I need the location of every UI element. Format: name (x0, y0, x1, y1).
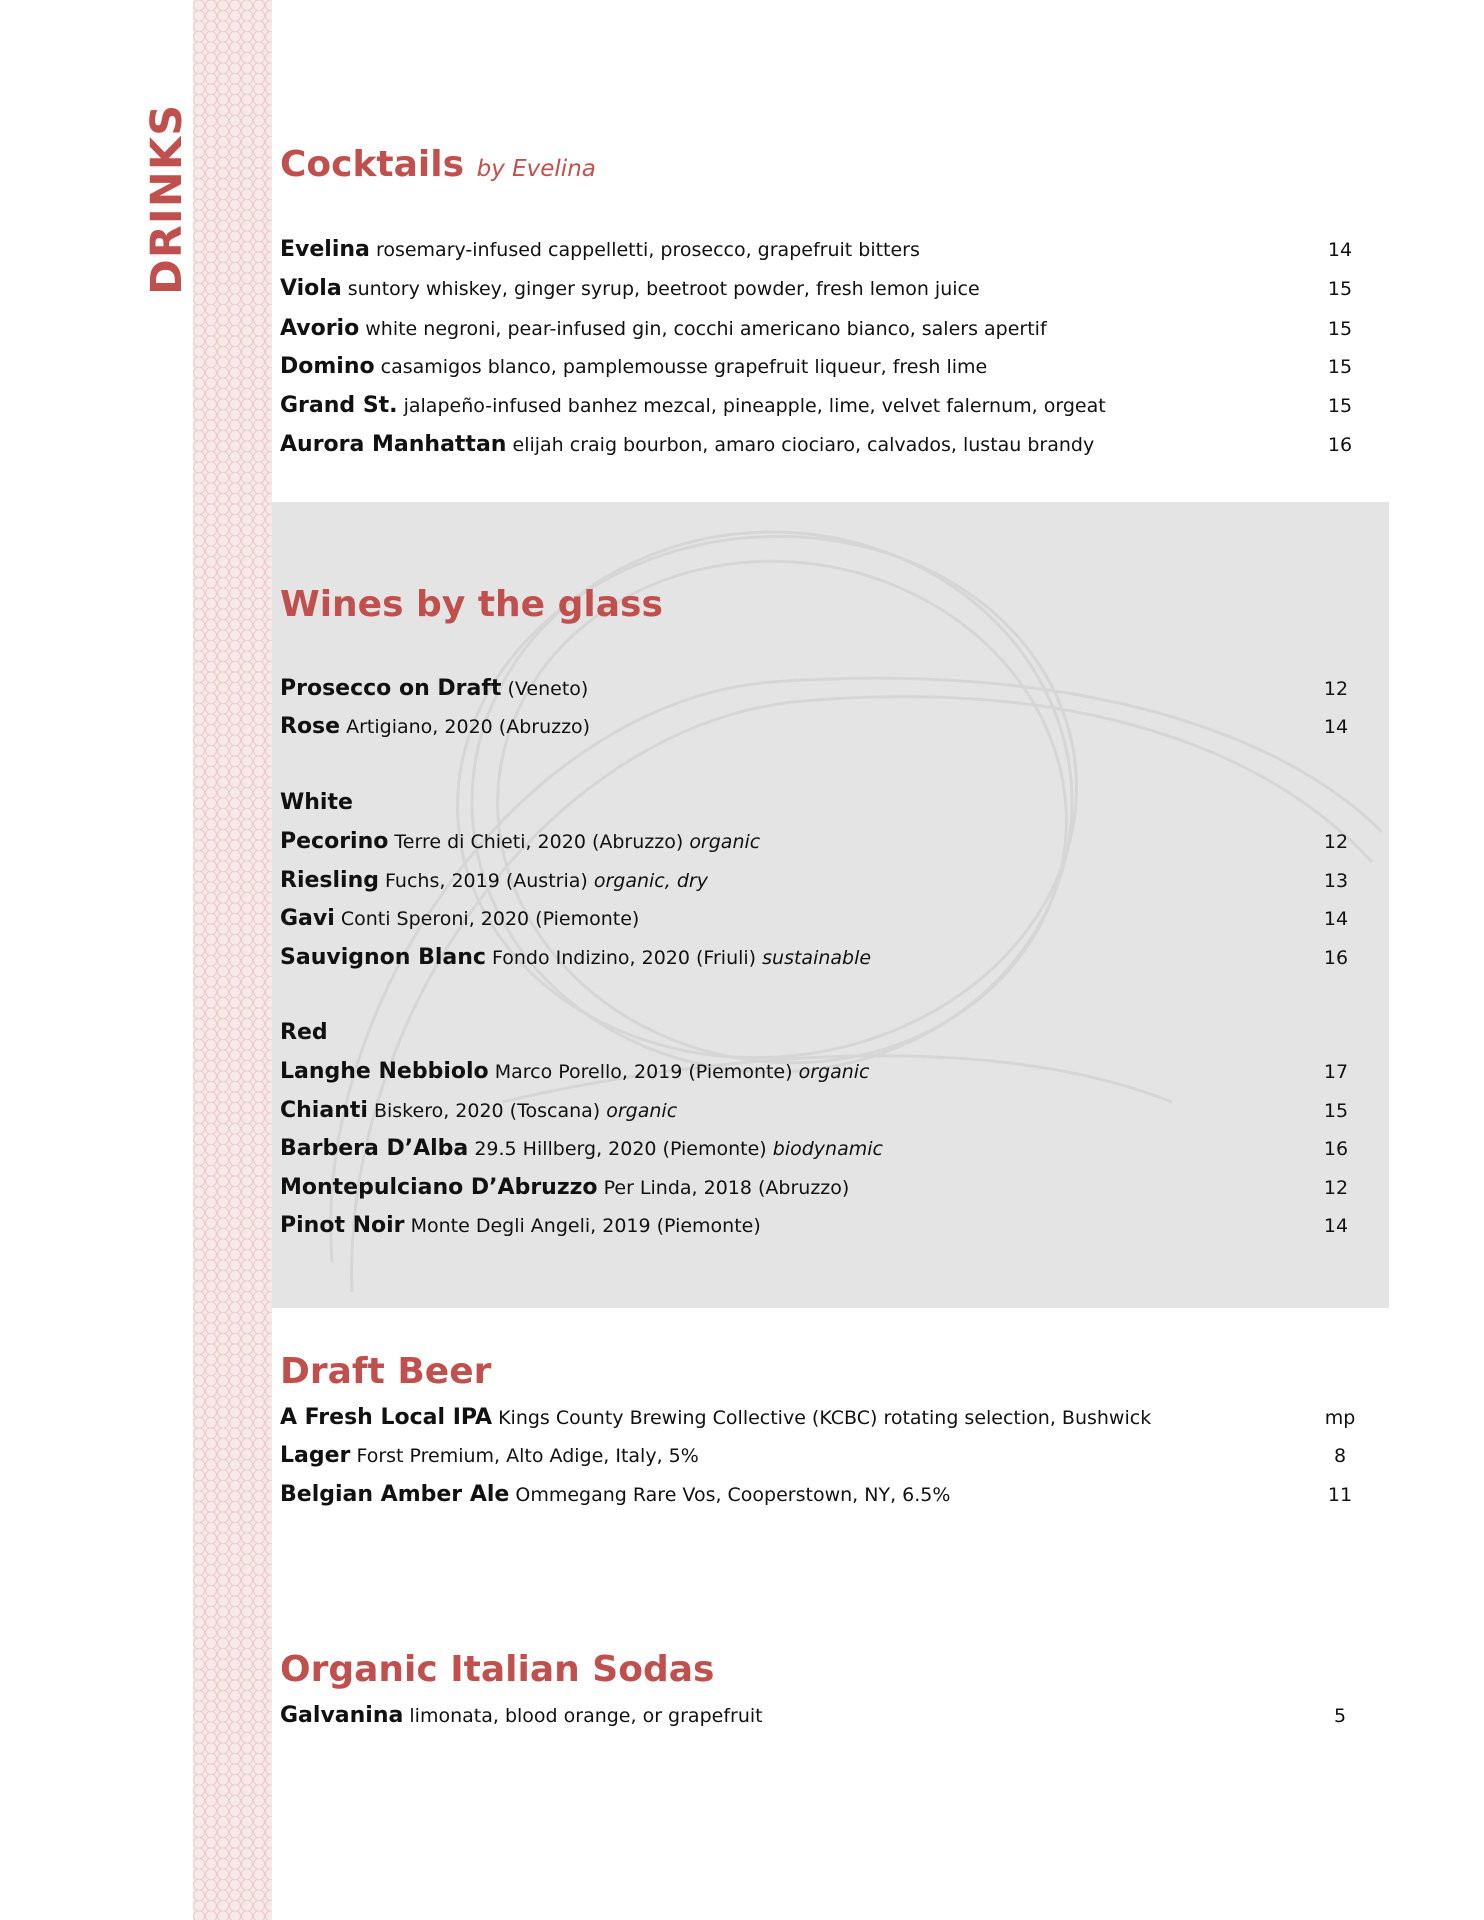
item-price: 15 (1327, 318, 1353, 340)
menu-item (280, 902, 1360, 936)
item-price: 8 (1333, 1445, 1347, 1467)
menu-item (280, 1209, 1360, 1243)
item-price: 15 (1323, 1100, 1349, 1122)
item-description: elijah craig bourbon, amaro ciociaro, calvados, lustau brandy (512, 434, 1095, 456)
menu-item (280, 1055, 1360, 1089)
item-description: Forst Premium, Alto Adige, Italy, 5% (356, 1445, 699, 1467)
item-name: Sauvignon Blanc (280, 945, 486, 970)
item-price: 15 (1327, 278, 1353, 300)
item-name: Evelina (280, 237, 370, 262)
item-description: Terre di Chieti, 2020 (Abruzzo) (394, 831, 684, 853)
item-name: Pinot Noir (280, 1213, 405, 1238)
item-name: Galvanina (280, 1703, 404, 1728)
item-price: 14 (1323, 716, 1349, 738)
item-price: 12 (1323, 678, 1349, 700)
item-price: 16 (1327, 434, 1353, 456)
menu-item (280, 941, 1360, 975)
menu-item (280, 1699, 1360, 1733)
menu-item (280, 1094, 1360, 1128)
item-description: Marco Porello, 2019 (Piemonte) (494, 1061, 793, 1083)
white-wine-heading: White (280, 790, 353, 815)
cocktails-subtitle: by Evelina (476, 156, 596, 182)
honeycomb-strip (193, 0, 272, 1920)
item-name: Belgian Amber Ale (280, 1482, 510, 1507)
item-description: rosemary-infused cappelletti, prosecco, grapefruit bitters (375, 239, 920, 261)
item-description: Artigiano, 2020 (Abruzzo) (346, 716, 591, 738)
menu-item (280, 1401, 1360, 1435)
menu-item (280, 350, 1360, 384)
item-name: Riesling (280, 868, 379, 893)
sodas-heading: Organic Italian Sodas (280, 1649, 715, 1690)
item-name: A Fresh Local IPA (280, 1405, 493, 1430)
item-price: 15 (1327, 356, 1353, 378)
item-description: Biskero, 2020 (Toscana) (373, 1100, 601, 1122)
item-price: 12 (1323, 831, 1349, 853)
item-name: Rose (280, 714, 341, 739)
item-description: casamigos blanco, pamplemousse grapefruit liqueur, fresh lime (380, 356, 988, 378)
item-price: 16 (1323, 1138, 1349, 1160)
menu-item (280, 272, 1360, 306)
item-price: 13 (1323, 870, 1349, 892)
menu-item (280, 1171, 1360, 1205)
menu-item (280, 864, 1360, 898)
item-name: Domino (280, 354, 375, 379)
item-price: mp (1324, 1407, 1356, 1429)
wines-heading: Wines by the glass (280, 584, 663, 625)
item-price: 15 (1327, 395, 1353, 417)
item-price: 5 (1333, 1705, 1347, 1727)
side-title: DRINKS (142, 103, 192, 295)
item-description: Per Linda, 2018 (Abruzzo) (603, 1177, 850, 1199)
menu-item (280, 312, 1360, 346)
item-description: (Veneto) (507, 678, 589, 700)
item-price: 14 (1327, 239, 1353, 261)
menu-item (280, 672, 1360, 706)
item-description: Conti Speroni, 2020 (Piemonte) (340, 908, 640, 930)
menu-item (280, 233, 1360, 267)
menu-item (280, 825, 1360, 859)
item-name: Prosecco on Draft (280, 676, 502, 701)
item-description: 29.5 Hillberg, 2020 (Piemonte) (474, 1138, 767, 1160)
item-name: Gavi (280, 906, 335, 931)
item-description: limonata, blood orange, or grapefruit (409, 1705, 763, 1727)
menu-item (280, 710, 1360, 744)
menu-item (280, 1439, 1360, 1473)
item-price: 16 (1323, 947, 1349, 969)
item-name: Avorio (280, 316, 360, 341)
menu-item (280, 1478, 1360, 1512)
cocktails-heading (280, 143, 596, 191)
item-description: white negroni, pear-infused gin, cocchi americano bianco, salers apertif (365, 318, 1047, 340)
item-price: 11 (1327, 1484, 1353, 1506)
item-price: 14 (1323, 908, 1349, 930)
item-name: Montepulciano D’Abruzzo (280, 1175, 598, 1200)
item-note: organic (798, 1061, 870, 1083)
menu-item (280, 428, 1360, 462)
item-description: Monte Degli Angeli, 2019 (Piemonte) (410, 1215, 761, 1237)
item-note: sustainable (762, 947, 872, 969)
item-description: Kings County Brewing Collective (KCBC) rotating selection, Bushwick (498, 1407, 1152, 1429)
item-price: 17 (1323, 1061, 1349, 1083)
menu-item (280, 389, 1360, 423)
item-name: Chianti (280, 1098, 368, 1123)
item-name: Grand St. (280, 393, 398, 418)
beer-heading: Draft Beer (280, 1351, 492, 1392)
item-name: Aurora Manhattan (280, 432, 507, 457)
item-price: 12 (1323, 1177, 1349, 1199)
item-name: Langhe Nebbiolo (280, 1059, 489, 1084)
item-note: organic, dry (593, 870, 708, 892)
cocktails-title: Cocktails (280, 144, 465, 185)
item-note: organic (689, 831, 761, 853)
item-name: Pecorino (280, 829, 389, 854)
red-wine-heading: Red (280, 1020, 328, 1045)
item-price: 14 (1323, 1215, 1349, 1237)
item-description: suntory whiskey, ginger syrup, beetroot powder, fresh lemon juice (347, 278, 980, 300)
menu-item (280, 1132, 1360, 1166)
item-note: organic (606, 1100, 678, 1122)
item-description: Ommegang Rare Vos, Cooperstown, NY, 6.5% (515, 1484, 951, 1506)
item-description: jalapeño-infused banhez mezcal, pineapple, lime, velvet falernum, orgeat (403, 395, 1106, 417)
item-description: Fuchs, 2019 (Austria) (385, 870, 588, 892)
item-name: Viola (280, 276, 342, 301)
item-description: Fondo Indizino, 2020 (Friuli) (492, 947, 757, 969)
item-name: Lager (280, 1443, 351, 1468)
item-note: biodynamic (772, 1138, 883, 1160)
item-name: Barbera D’Alba (280, 1136, 469, 1161)
